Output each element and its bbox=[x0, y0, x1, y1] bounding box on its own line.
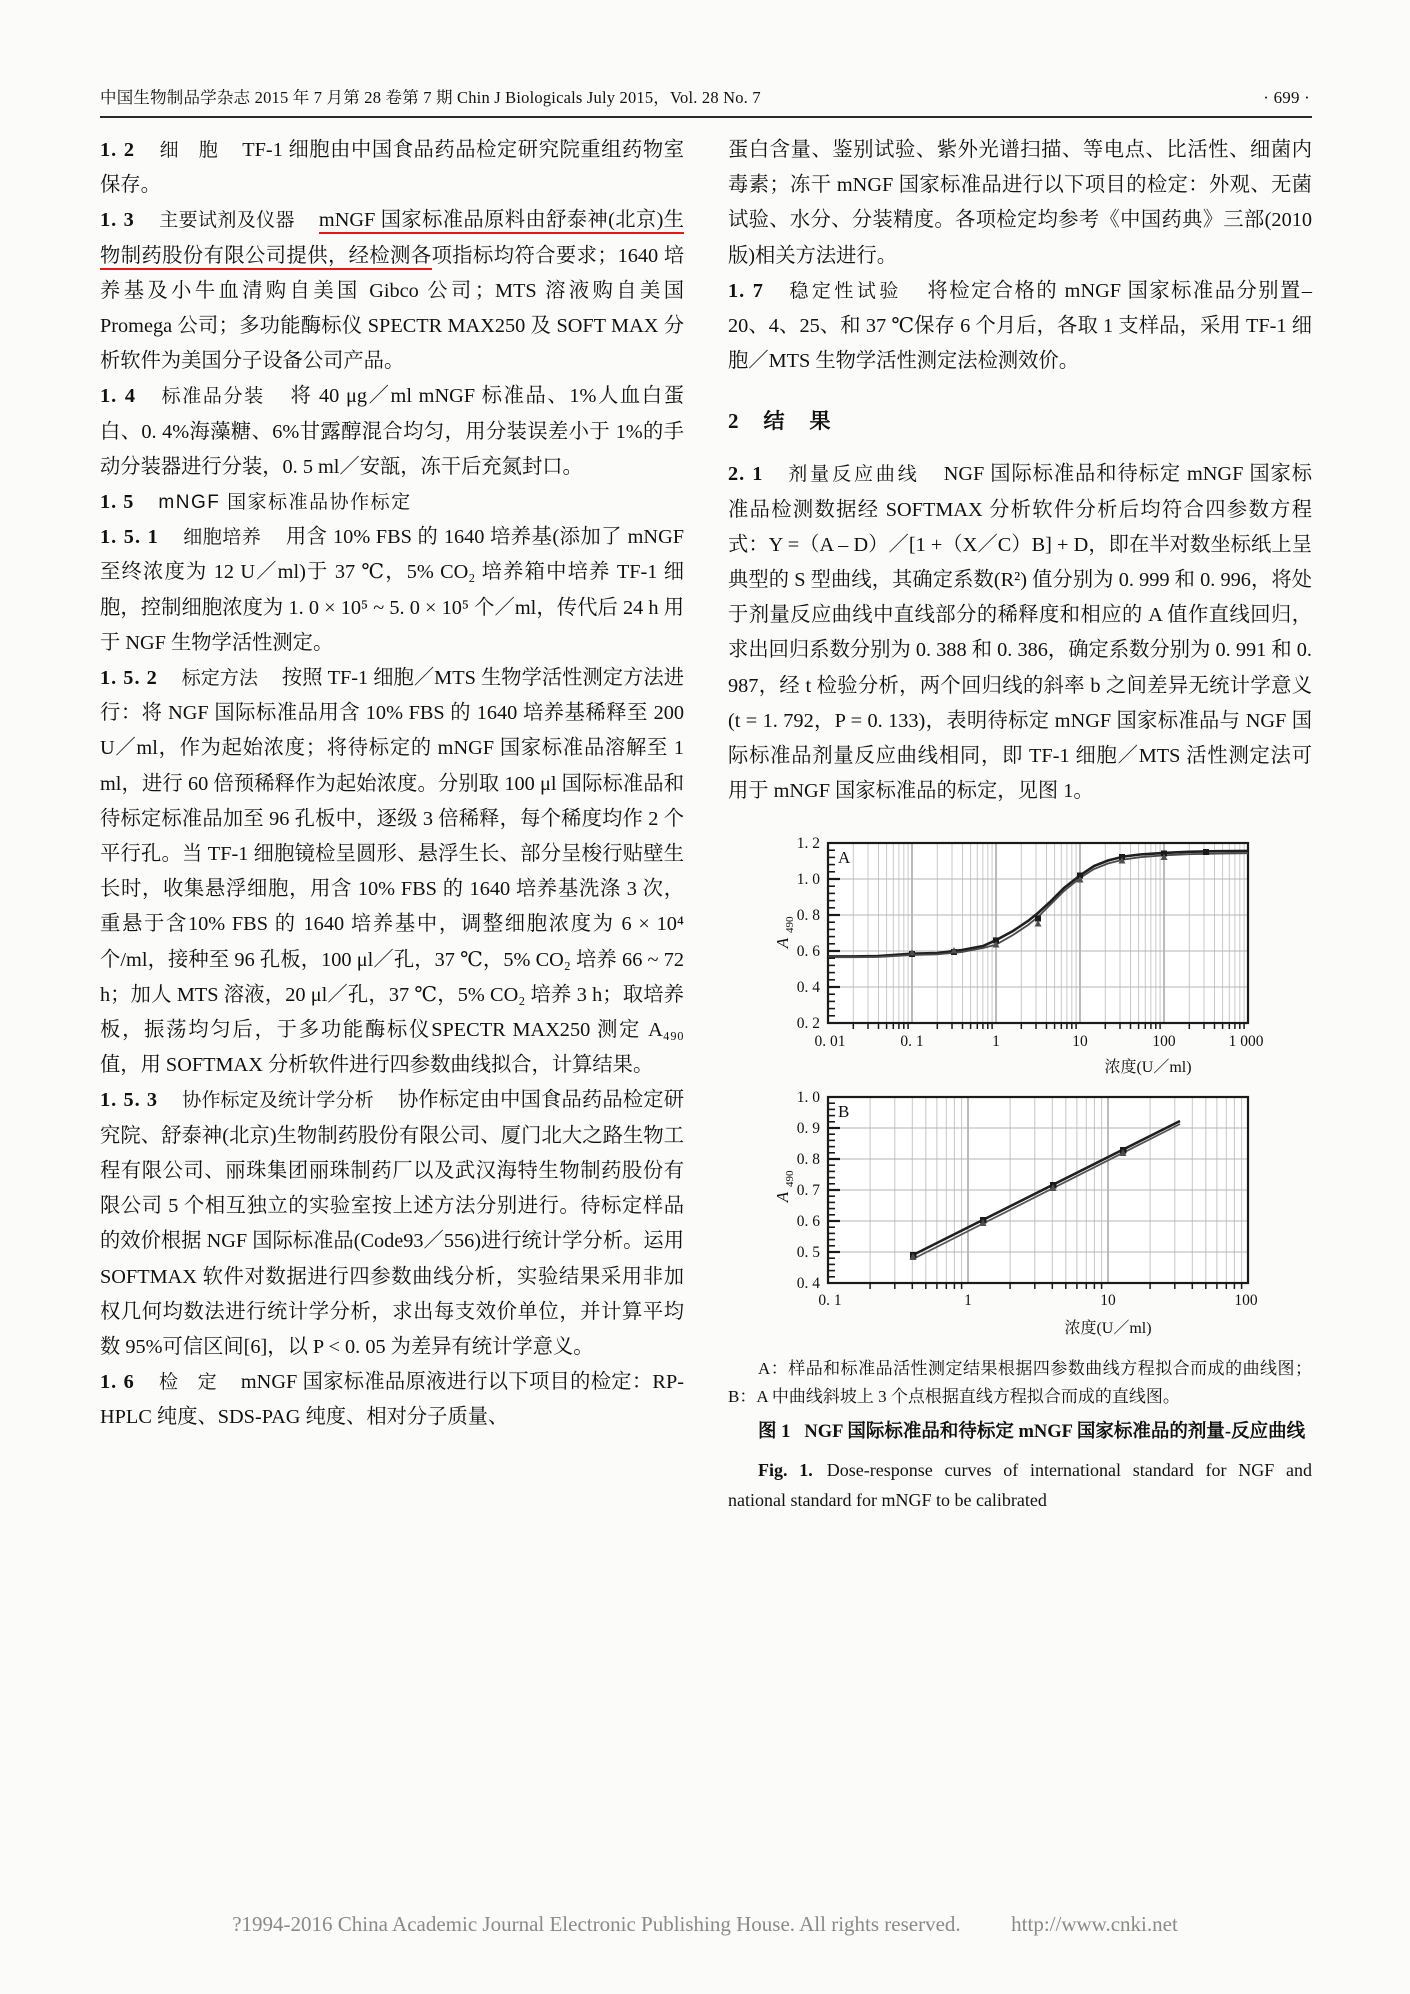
section-number-1-2: 1. 2 bbox=[100, 139, 135, 161]
section-number-2-1: 2. 1 bbox=[728, 463, 764, 486]
section-body-1-3: 项指标均符合要求；1640 培养基及小牛血清购自美国 Gibco 公司；MTS 溶液购自美国 Promega 公司；多功能酶标仪 SPECTR MAX250 及 SOFT MAX 分析软件为美国分子设备公司产品。 bbox=[100, 244, 684, 373]
results-section-heading: 2 结 果 bbox=[728, 409, 833, 434]
svg-text:100: 100 bbox=[1234, 1292, 1258, 1310]
section-number-1-7: 1. 7 bbox=[728, 279, 764, 302]
highlighted-annotation-text: mNGF 国家标准品原料由舒泰神(北京)生物制药股份有限公司提供，经检测各 bbox=[100, 209, 684, 269]
svg-text:0. 4: 0. 4 bbox=[796, 1275, 820, 1293]
svg-text:1. 2: 1. 2 bbox=[796, 835, 820, 853]
section-number-1-5-2: 1. 5. 2 bbox=[100, 667, 158, 690]
figure-caption-legend: A：样品和标准品活性测定结果根据四参数曲线方程拟合而成的曲线图；B：A 中曲线斜坡上 3 个点根据直线方程拟合而成的直线图。 bbox=[728, 1359, 1312, 1407]
svg-text:1. 0: 1. 0 bbox=[796, 1089, 820, 1107]
svg-text:0. 9: 0. 9 bbox=[796, 1120, 820, 1138]
svg-text:0. 4: 0. 4 bbox=[796, 979, 820, 997]
svg-text:100: 100 bbox=[1152, 1033, 1176, 1051]
chart-a-x-tick-labels bbox=[815, 1033, 1264, 1050]
svg-text:1: 1 bbox=[992, 1033, 1000, 1051]
chart-a-svg bbox=[728, 831, 1312, 1081]
chart-b-x-axis-label: 浓度(U／ml) bbox=[1064, 1320, 1152, 1338]
section-heading-1-6: 检 定 bbox=[158, 1372, 217, 1394]
section-body-1-2: TF-1 细胞由中国食品药品检定研究院重组药物室保存。 bbox=[100, 139, 684, 197]
section-heading-1-7: 稳定性试验 bbox=[787, 280, 902, 302]
paragraph-1-5 bbox=[100, 485, 684, 520]
section-heading-2-1: 剂量反应曲线 bbox=[787, 464, 920, 486]
page-number: · 699 · bbox=[1263, 88, 1310, 107]
svg-text:0. 6: 0. 6 bbox=[796, 943, 820, 961]
figure-title-cn-text: NGF 国际标准品和待标定 mNGF 国家标准品的剂量-反应曲线 bbox=[804, 1422, 1306, 1443]
chart-b-y-tick-labels bbox=[797, 1089, 821, 1292]
section-body-1-5-3: 协作标定由中国食品药品检定研究院、舒泰神(北京)生物制药股份有限公司、厦门北大之路生物工程有限公司、丽珠集团丽珠制药厂以及武汉海特生物制药股份有限公司 5 个相互独立的实验室按上述方法分别进行。待标定样品的效价根据 NGF 国际标准品(Code93／556)进行统计学分析。运用 SOFTMAX 软件对数据进行四参数曲线分析，实验结果采用非加权几何均数法进行统计学分析，求出每支效价单位，并计算平均数 95%可信区间[6]，以 P < 0. 05 为差异有统计学意义。 bbox=[100, 1089, 684, 1358]
paragraph-1-6-continued: 蛋白含量、鉴别试验、紫外光谱扫描、等电点、比活性、细菌内毒素；冻干 mNGF 国家标准品进行以下项目的检定：外观、无菌试验、水分、分装精度。各项检定均参考《中国药典》三部(2010 版)相关方法进行。 bbox=[728, 139, 1312, 267]
section-number-1-4: 1. 4 bbox=[100, 385, 137, 408]
chart-panel-b bbox=[728, 1085, 1312, 1345]
figure-title-cn bbox=[728, 1417, 1312, 1447]
section-heading-1-2: 细 胞 bbox=[159, 140, 219, 161]
svg-text:1 000: 1 000 bbox=[1228, 1033, 1264, 1051]
section-heading-1-5-2: 标定方法 bbox=[181, 668, 258, 690]
section-body-1-4: 将 40 μg／ml mNGF 标准品、1%人血白蛋白、0. 4%海藻糖、6%甘露醇混合均匀，用分装误差小于 1%的手动分装器进行分装，0. 5 ml／安瓿，冻干后充氮封口。 bbox=[100, 385, 684, 478]
chart-a-x-axis-label: 浓度(U／ml) bbox=[1104, 1059, 1192, 1077]
paragraph-1-5-1 bbox=[100, 520, 684, 661]
svg-text:0. 8: 0. 8 bbox=[796, 1151, 820, 1169]
svg-text:10: 10 bbox=[1072, 1033, 1088, 1051]
chart-b-y-axis-label bbox=[773, 1170, 796, 1203]
figure-title-cn-label: 图 1 bbox=[758, 1422, 791, 1443]
section-body-2-1: NGF 国际标准品和待标定 mNGF 国家标准品检测数据经 SOFTMAX 分析软件分析后均符合四参数方程式：Y =（A – D）／[1 +（X／C）B] + D，即在半对数坐标纸上呈典型的 S 型曲线，其确定系数(R²) 值分别为 0. 999 和 0. 996，将处于剂量反应曲线中直线部分的稀释度和相应的 A 值作直线回归，求出回归系数分别为 0. 388 和 0. 386，确定系数分别为 0. 991 和 0. 987，经 t 检验分析，两个回归线的斜率 b 之间差异无统计学意义(t = 1. 792，P = 0. 133)，表明待标定 mNGF 国家标准品与 NGF 国际标准品剂量反应曲线相同，即 TF-1 细胞／MTS 活性测定法可用于 mNGF 国家标准品的标定，见图 1。 bbox=[728, 463, 1312, 803]
footer-copyright-bar bbox=[0, 1912, 1410, 1937]
running-head bbox=[100, 84, 1310, 108]
chart-a-panel-label: A bbox=[838, 848, 851, 868]
section-heading-1-5-3: 协作标定及统计学分析 bbox=[182, 1090, 374, 1112]
figure-title-en-text: Dose-response curves of international standard for NGF and national standard for mNGF to be calibrated bbox=[728, 1460, 1312, 1511]
header-divider-rule bbox=[100, 116, 1312, 118]
paragraph-1-7 bbox=[728, 274, 1312, 380]
paragraph-1-4 bbox=[100, 379, 684, 485]
figure-1 bbox=[728, 831, 1312, 1515]
figure-title-en bbox=[728, 1455, 1312, 1515]
chart-a-y-axis-label bbox=[773, 916, 796, 949]
section-number-1-5: 1. 5 bbox=[100, 491, 135, 514]
svg-text:490: 490 bbox=[784, 1170, 796, 1188]
journal-citation-line: 中国生物制品学杂志 2015 年 7 月第 28 卷第 7 期 Chin J Biologicals July 2015，Vol. 28 No. 7 bbox=[100, 88, 761, 107]
two-column-body bbox=[100, 133, 1312, 1515]
paragraph-1-3 bbox=[100, 203, 684, 379]
chart-b-svg bbox=[728, 1085, 1312, 1345]
svg-text:0. 2: 0. 2 bbox=[796, 1015, 820, 1033]
right-column bbox=[728, 133, 1312, 1515]
chart-a-plot-area bbox=[828, 843, 1248, 1029]
svg-text:0. 5: 0. 5 bbox=[796, 1244, 820, 1262]
svg-text:A: A bbox=[773, 1192, 792, 1203]
svg-text:0. 01: 0. 01 bbox=[814, 1033, 846, 1051]
section-body-1-6: mNGF 国家标准品原液进行以下项目的检定：RP-HPLC 纯度、SDS-PAG 纯度、相对分子质量、 bbox=[100, 1371, 684, 1429]
svg-text:10: 10 bbox=[1100, 1292, 1116, 1310]
svg-text:0. 6: 0. 6 bbox=[796, 1213, 820, 1231]
svg-text:490: 490 bbox=[784, 916, 796, 934]
paragraph-1-2 bbox=[100, 133, 684, 203]
footer-copyright-text: ?1994-2016 China Academic Journal Electronic Publishing House. All rights reserved. bbox=[232, 1912, 961, 1936]
section-body-1-5-1: 用含 10% FBS 的 1640 培养基(添加了 mNGF 至终浓度为 12 U／ml)于 37 ℃，5% CO₂ 培养箱中培养 TF-1 细胞，控制细胞浓度为 1. 0 × 10⁵ ~ 5. 0 × 10⁵ 个／ml，传代后 24 h 用于 NGF 生物学活性测定。 bbox=[100, 526, 685, 654]
svg-text:0. 7: 0. 7 bbox=[796, 1182, 820, 1200]
section-heading-1-5-1: 细胞培养 bbox=[182, 527, 262, 549]
section-number-1-6: 1. 6 bbox=[100, 1371, 135, 1394]
paragraph-2-1 bbox=[728, 457, 1312, 809]
section-body-1-5-2: 按照 TF-1 细胞／MTS 生物学活性测定方法进行：将 NGF 国际标准品用含 10% FBS 的 1640 培养基稀释至 200 U／ml，作为起始浓度；将待标定的 mNGF 国家标准品溶解至 1 ml，进行 60 倍预稀释作为起始浓度。分别取 100 μl 国际标准品和待标定标准品加至 96 孔板中，逐级 3 倍稀释，每个稀度均作 2 个平行孔。当 TF-1 细胞镜检呈圆形、悬浮生长、部分呈梭行贴壁生长时，收集悬浮细胞，用含 10% FBS 的 1640 培养基洗涤 3 次，重悬于含10% FBS 的 1640 培养基中，调整细胞浓度为 6 × 10⁴ 个/ml，接种至 96 孔板，100 μl／孔，37 ℃，5% CO₂ 培养 66 ~ 72 h；加人 MTS 溶液，20 μl／孔，37 ℃，5% CO₂ 培养 3 h；取培养板，振荡均匀后，于多功能酶标仪SPECTR MAX250 测定 A₄₉₀ 值，用 SOFTMAX 分析软件进行四参数曲线拟合，计算结果。 bbox=[100, 667, 684, 1077]
svg-text:0. 1: 0. 1 bbox=[900, 1033, 924, 1051]
section-body-1-7: 将检定合格的 mNGF 国家标准品分别置–20、4、25、和 37 ℃保存 6 个月后，各取 1 支样品，采用 TF-1 细胞／MTS 生物学活性测定法检测效价。 bbox=[728, 279, 1312, 373]
section-number-1-5-1: 1. 5. 1 bbox=[100, 526, 159, 549]
left-column bbox=[100, 133, 684, 1515]
svg-text:A: A bbox=[773, 938, 792, 949]
section-number-1-3: 1. 3 bbox=[100, 209, 135, 232]
paragraph-1-5-3 bbox=[100, 1083, 684, 1365]
svg-text:0. 1: 0. 1 bbox=[818, 1292, 842, 1310]
paragraph-1-5-2 bbox=[100, 661, 684, 1083]
section-heading-1-5: mNGF 国家标准品协作标定 bbox=[158, 492, 412, 514]
chart-b-plot-area bbox=[828, 1097, 1248, 1289]
chart-b-x-tick-labels bbox=[818, 1292, 1258, 1309]
figure-title-en-label: Fig. 1. bbox=[758, 1460, 813, 1481]
section-heading-1-3: 主要试剂及仪器 bbox=[158, 210, 295, 232]
paragraph-1-6 bbox=[100, 1365, 684, 1435]
svg-text:1: 1 bbox=[964, 1292, 972, 1310]
section-heading-1-4: 标准品分装 bbox=[160, 386, 265, 408]
svg-text:1. 0: 1. 0 bbox=[796, 871, 820, 889]
section-number-1-5-3: 1. 5. 3 bbox=[100, 1089, 159, 1112]
chart-b-panel-label: B bbox=[838, 1102, 850, 1122]
svg-text:0. 8: 0. 8 bbox=[796, 907, 820, 925]
chart-a-y-tick-labels bbox=[797, 835, 821, 1032]
footer-url-link[interactable]: http://www.cnki.net bbox=[1011, 1912, 1178, 1936]
chart-panel-a bbox=[728, 831, 1312, 1081]
